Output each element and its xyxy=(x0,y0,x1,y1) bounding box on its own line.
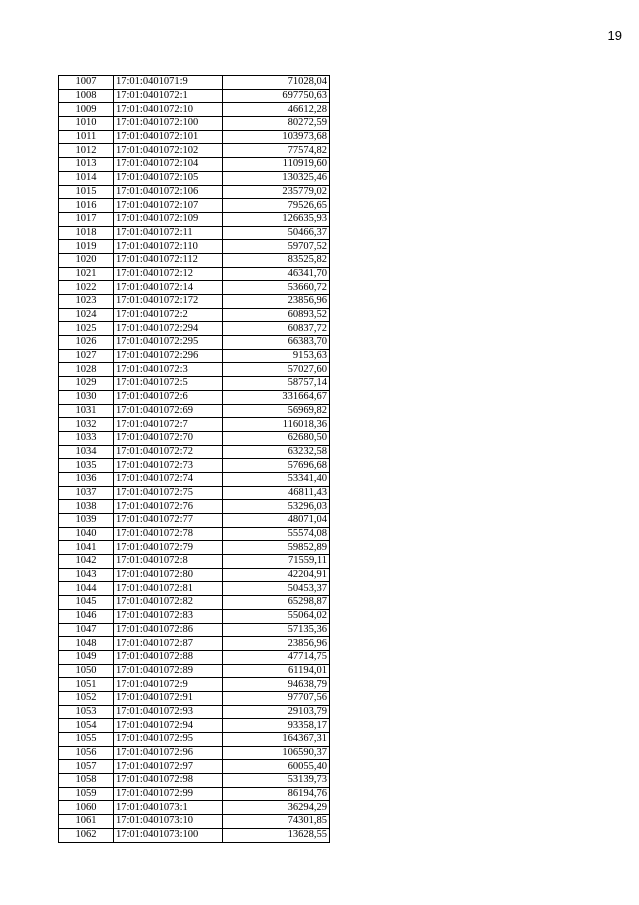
row-number-cell: 1043 xyxy=(59,568,114,582)
cadastral-value-cell: 65298,87 xyxy=(223,596,330,610)
cadastral-value-cell: 56969,82 xyxy=(223,404,330,418)
cadastral-number-cell: 17:01:0401072:80 xyxy=(114,568,223,582)
table-row xyxy=(59,377,330,391)
cadastral-number-cell: 17:01:0401072:99 xyxy=(114,787,223,801)
cadastral-number-cell: 17:01:0401072:6 xyxy=(114,390,223,404)
cadastral-value-cell: 42204,91 xyxy=(223,568,330,582)
row-number-cell: 1040 xyxy=(59,527,114,541)
table-row xyxy=(59,678,330,692)
row-number-cell: 1057 xyxy=(59,760,114,774)
cadastral-number-cell: 17:01:0401072:105 xyxy=(114,171,223,185)
table-row xyxy=(59,281,330,295)
row-number-cell: 1023 xyxy=(59,295,114,309)
cadastral-value-cell: 9153,63 xyxy=(223,349,330,363)
cadastral-value-cell: 61194,01 xyxy=(223,664,330,678)
table-row xyxy=(59,89,330,103)
cadastral-value-cell: 46341,70 xyxy=(223,267,330,281)
cadastral-number-cell: 17:01:0401072:107 xyxy=(114,199,223,213)
table-row xyxy=(59,815,330,829)
table-row xyxy=(59,363,330,377)
cadastral-number-cell: 17:01:0401072:172 xyxy=(114,295,223,309)
cadastral-number-cell: 17:01:0401073:1 xyxy=(114,801,223,815)
cadastral-value-cell: 47714,75 xyxy=(223,650,330,664)
cadastral-value-cell: 58757,14 xyxy=(223,377,330,391)
row-number-cell: 1046 xyxy=(59,609,114,623)
cadastral-number-cell: 17:01:0401072:97 xyxy=(114,760,223,774)
cadastral-value-cell: 53660,72 xyxy=(223,281,330,295)
cadastral-value-cell: 93358,17 xyxy=(223,719,330,733)
cadastral-number-cell: 17:01:0401072:2 xyxy=(114,308,223,322)
cadastral-number-cell: 17:01:0401073:10 xyxy=(114,815,223,829)
cadastral-number-cell: 17:01:0401072:91 xyxy=(114,691,223,705)
table-row xyxy=(59,472,330,486)
table-row xyxy=(59,445,330,459)
table-row xyxy=(59,212,330,226)
cadastral-number-cell: 17:01:0401071:9 xyxy=(114,76,223,90)
cadastral-value-cell: 53296,03 xyxy=(223,500,330,514)
cadastral-value-cell: 60837,72 xyxy=(223,322,330,336)
table-body xyxy=(59,76,330,843)
cadastral-value-cell: 53341,40 xyxy=(223,472,330,486)
row-number-cell: 1045 xyxy=(59,596,114,610)
cadastral-number-cell: 17:01:0401072:9 xyxy=(114,678,223,692)
cadastral-number-cell: 17:01:0401072:94 xyxy=(114,719,223,733)
cadastral-value-cell: 48071,04 xyxy=(223,514,330,528)
cadastral-value-cell: 94638,79 xyxy=(223,678,330,692)
cadastral-value-cell: 110919,60 xyxy=(223,158,330,172)
row-number-cell: 1028 xyxy=(59,363,114,377)
cadastral-value-cell: 23856,96 xyxy=(223,295,330,309)
cadastral-number-cell: 17:01:0401072:296 xyxy=(114,349,223,363)
row-number-cell: 1009 xyxy=(59,103,114,117)
cadastral-number-cell: 17:01:0401072:5 xyxy=(114,377,223,391)
row-number-cell: 1055 xyxy=(59,733,114,747)
table-row xyxy=(59,787,330,801)
cadastral-number-cell: 17:01:0401072:75 xyxy=(114,486,223,500)
cadastral-value-cell: 46612,28 xyxy=(223,103,330,117)
row-number-cell: 1056 xyxy=(59,746,114,760)
table-row xyxy=(59,541,330,555)
table-row xyxy=(59,596,330,610)
row-number-cell: 1042 xyxy=(59,555,114,569)
table-row xyxy=(59,76,330,90)
row-number-cell: 1015 xyxy=(59,185,114,199)
cadastral-value-cell: 80272,59 xyxy=(223,117,330,131)
row-number-cell: 1014 xyxy=(59,171,114,185)
cadastral-value-cell: 36294,29 xyxy=(223,801,330,815)
row-number-cell: 1049 xyxy=(59,650,114,664)
table-row xyxy=(59,500,330,514)
table-row xyxy=(59,733,330,747)
table-row xyxy=(59,418,330,432)
cadastral-value-cell: 79526,65 xyxy=(223,199,330,213)
cadastral-value-cell: 57135,36 xyxy=(223,623,330,637)
row-number-cell: 1062 xyxy=(59,828,114,842)
row-number-cell: 1013 xyxy=(59,158,114,172)
cadastral-number-cell: 17:01:0401072:3 xyxy=(114,363,223,377)
table-row xyxy=(59,828,330,842)
cadastral-number-cell: 17:01:0401072:12 xyxy=(114,267,223,281)
cadastral-number-cell: 17:01:0401072:100 xyxy=(114,117,223,131)
row-number-cell: 1061 xyxy=(59,815,114,829)
row-number-cell: 1038 xyxy=(59,500,114,514)
cadastral-value-cell: 71028,04 xyxy=(223,76,330,90)
cadastral-number-cell: 17:01:0401072:81 xyxy=(114,582,223,596)
cadastral-value-cell: 23856,96 xyxy=(223,637,330,651)
table-row xyxy=(59,705,330,719)
table-row xyxy=(59,568,330,582)
cadastral-number-cell: 17:01:0401072:76 xyxy=(114,500,223,514)
cadastral-value-cell: 29103,79 xyxy=(223,705,330,719)
row-number-cell: 1033 xyxy=(59,431,114,445)
cadastral-value-cell: 53139,73 xyxy=(223,774,330,788)
cadastral-number-cell: 17:01:0401072:110 xyxy=(114,240,223,254)
cadastral-number-cell: 17:01:0401072:14 xyxy=(114,281,223,295)
row-number-cell: 1060 xyxy=(59,801,114,815)
cadastral-number-cell: 17:01:0401072:109 xyxy=(114,212,223,226)
row-number-cell: 1026 xyxy=(59,336,114,350)
cadastral-value-cell: 60893,52 xyxy=(223,308,330,322)
table-row xyxy=(59,459,330,473)
cadastral-value-cell: 126635,93 xyxy=(223,212,330,226)
row-number-cell: 1012 xyxy=(59,144,114,158)
table-row xyxy=(59,117,330,131)
row-number-cell: 1031 xyxy=(59,404,114,418)
cadastral-value-cell: 57696,68 xyxy=(223,459,330,473)
cadastral-value-cell: 66383,70 xyxy=(223,336,330,350)
cadastral-value-cell: 50466,37 xyxy=(223,226,330,240)
cadastral-number-cell: 17:01:0401072:78 xyxy=(114,527,223,541)
cadastral-number-cell: 17:01:0401072:106 xyxy=(114,185,223,199)
cadastral-number-cell: 17:01:0401072:87 xyxy=(114,637,223,651)
cadastral-value-cell: 71559,11 xyxy=(223,555,330,569)
table-row xyxy=(59,650,330,664)
cadastral-value-cell: 46811,43 xyxy=(223,486,330,500)
row-number-cell: 1054 xyxy=(59,719,114,733)
cadastral-value-table xyxy=(58,75,330,843)
row-number-cell: 1027 xyxy=(59,349,114,363)
table-row xyxy=(59,664,330,678)
table-row xyxy=(59,240,330,254)
row-number-cell: 1016 xyxy=(59,199,114,213)
page-number: 19 xyxy=(607,28,622,43)
cadastral-number-cell: 17:01:0401072:70 xyxy=(114,431,223,445)
row-number-cell: 1035 xyxy=(59,459,114,473)
cadastral-number-cell: 17:01:0401072:98 xyxy=(114,774,223,788)
cadastral-value-cell: 97707,56 xyxy=(223,691,330,705)
table-row xyxy=(59,185,330,199)
cadastral-number-cell: 17:01:0401072:294 xyxy=(114,322,223,336)
table-row xyxy=(59,801,330,815)
table-row xyxy=(59,637,330,651)
table-row xyxy=(59,253,330,267)
row-number-cell: 1021 xyxy=(59,267,114,281)
table-row xyxy=(59,130,330,144)
cadastral-value-cell: 57027,60 xyxy=(223,363,330,377)
row-number-cell: 1044 xyxy=(59,582,114,596)
cadastral-number-cell: 17:01:0401072:74 xyxy=(114,472,223,486)
table-row xyxy=(59,158,330,172)
cadastral-number-cell: 17:01:0401072:82 xyxy=(114,596,223,610)
table-row xyxy=(59,171,330,185)
cadastral-value-cell: 59707,52 xyxy=(223,240,330,254)
row-number-cell: 1034 xyxy=(59,445,114,459)
cadastral-number-cell: 17:01:0401072:7 xyxy=(114,418,223,432)
cadastral-number-cell: 17:01:0401072:1 xyxy=(114,89,223,103)
cadastral-value-cell: 55064,02 xyxy=(223,609,330,623)
row-number-cell: 1008 xyxy=(59,89,114,103)
cadastral-value-cell: 130325,46 xyxy=(223,171,330,185)
table-row xyxy=(59,514,330,528)
cadastral-value-cell: 55574,08 xyxy=(223,527,330,541)
table-row xyxy=(59,486,330,500)
table-row xyxy=(59,295,330,309)
cadastral-number-cell: 17:01:0401072:101 xyxy=(114,130,223,144)
cadastral-number-cell: 17:01:0401072:102 xyxy=(114,144,223,158)
cadastral-value-cell: 63232,58 xyxy=(223,445,330,459)
row-number-cell: 1032 xyxy=(59,418,114,432)
cadastral-number-cell: 17:01:0401072:95 xyxy=(114,733,223,747)
row-number-cell: 1052 xyxy=(59,691,114,705)
row-number-cell: 1051 xyxy=(59,678,114,692)
cadastral-value-cell: 50453,37 xyxy=(223,582,330,596)
row-number-cell: 1050 xyxy=(59,664,114,678)
cadastral-number-cell: 17:01:0401072:77 xyxy=(114,514,223,528)
cadastral-number-cell: 17:01:0401072:83 xyxy=(114,609,223,623)
cadastral-number-cell: 17:01:0401072:73 xyxy=(114,459,223,473)
table-row xyxy=(59,199,330,213)
table-row xyxy=(59,349,330,363)
row-number-cell: 1059 xyxy=(59,787,114,801)
cadastral-number-cell: 17:01:0401072:93 xyxy=(114,705,223,719)
table-row xyxy=(59,336,330,350)
table-row xyxy=(59,746,330,760)
cadastral-value-cell: 103973,68 xyxy=(223,130,330,144)
row-number-cell: 1039 xyxy=(59,514,114,528)
table-row xyxy=(59,390,330,404)
table-row xyxy=(59,774,330,788)
cadastral-value-cell: 86194,76 xyxy=(223,787,330,801)
row-number-cell: 1029 xyxy=(59,377,114,391)
table-row xyxy=(59,308,330,322)
row-number-cell: 1037 xyxy=(59,486,114,500)
cadastral-number-cell: 17:01:0401072:104 xyxy=(114,158,223,172)
cadastral-value-cell: 62680,50 xyxy=(223,431,330,445)
table-row xyxy=(59,431,330,445)
cadastral-number-cell: 17:01:0401073:100 xyxy=(114,828,223,842)
table-row xyxy=(59,582,330,596)
cadastral-value-cell: 59852,89 xyxy=(223,541,330,555)
cadastral-value-cell: 74301,85 xyxy=(223,815,330,829)
table-row xyxy=(59,555,330,569)
cadastral-value-cell: 77574,82 xyxy=(223,144,330,158)
row-number-cell: 1047 xyxy=(59,623,114,637)
cadastral-value-cell: 235779,02 xyxy=(223,185,330,199)
cadastral-value-cell: 13628,55 xyxy=(223,828,330,842)
cadastral-number-cell: 17:01:0401072:86 xyxy=(114,623,223,637)
row-number-cell: 1058 xyxy=(59,774,114,788)
cadastral-number-cell: 17:01:0401072:72 xyxy=(114,445,223,459)
row-number-cell: 1018 xyxy=(59,226,114,240)
cadastral-value-cell: 697750,63 xyxy=(223,89,330,103)
cadastral-value-cell: 106590,37 xyxy=(223,746,330,760)
table-row xyxy=(59,609,330,623)
cadastral-number-cell: 17:01:0401072:96 xyxy=(114,746,223,760)
cadastral-number-cell: 17:01:0401072:112 xyxy=(114,253,223,267)
row-number-cell: 1020 xyxy=(59,253,114,267)
row-number-cell: 1036 xyxy=(59,472,114,486)
row-number-cell: 1024 xyxy=(59,308,114,322)
cadastral-number-cell: 17:01:0401072:10 xyxy=(114,103,223,117)
table-row xyxy=(59,404,330,418)
row-number-cell: 1022 xyxy=(59,281,114,295)
row-number-cell: 1007 xyxy=(59,76,114,90)
table-row xyxy=(59,144,330,158)
table-row xyxy=(59,719,330,733)
table-row xyxy=(59,322,330,336)
table-row xyxy=(59,691,330,705)
cadastral-number-cell: 17:01:0401072:88 xyxy=(114,650,223,664)
table-row xyxy=(59,103,330,117)
cadastral-value-cell: 331664,67 xyxy=(223,390,330,404)
cadastral-number-cell: 17:01:0401072:79 xyxy=(114,541,223,555)
table-row xyxy=(59,760,330,774)
cadastral-number-cell: 17:01:0401072:8 xyxy=(114,555,223,569)
cadastral-value-cell: 60055,40 xyxy=(223,760,330,774)
table-row xyxy=(59,226,330,240)
row-number-cell: 1053 xyxy=(59,705,114,719)
row-number-cell: 1048 xyxy=(59,637,114,651)
row-number-cell: 1019 xyxy=(59,240,114,254)
row-number-cell: 1025 xyxy=(59,322,114,336)
cadastral-number-cell: 17:01:0401072:295 xyxy=(114,336,223,350)
row-number-cell: 1017 xyxy=(59,212,114,226)
cadastral-value-cell: 83525,82 xyxy=(223,253,330,267)
row-number-cell: 1041 xyxy=(59,541,114,555)
cadastral-number-cell: 17:01:0401072:69 xyxy=(114,404,223,418)
row-number-cell: 1011 xyxy=(59,130,114,144)
row-number-cell: 1030 xyxy=(59,390,114,404)
table-row xyxy=(59,527,330,541)
row-number-cell: 1010 xyxy=(59,117,114,131)
table-row xyxy=(59,267,330,281)
cadastral-value-cell: 164367,31 xyxy=(223,733,330,747)
cadastral-number-cell: 17:01:0401072:89 xyxy=(114,664,223,678)
cadastral-value-cell: 116018,36 xyxy=(223,418,330,432)
table-row xyxy=(59,623,330,637)
cadastral-number-cell: 17:01:0401072:11 xyxy=(114,226,223,240)
